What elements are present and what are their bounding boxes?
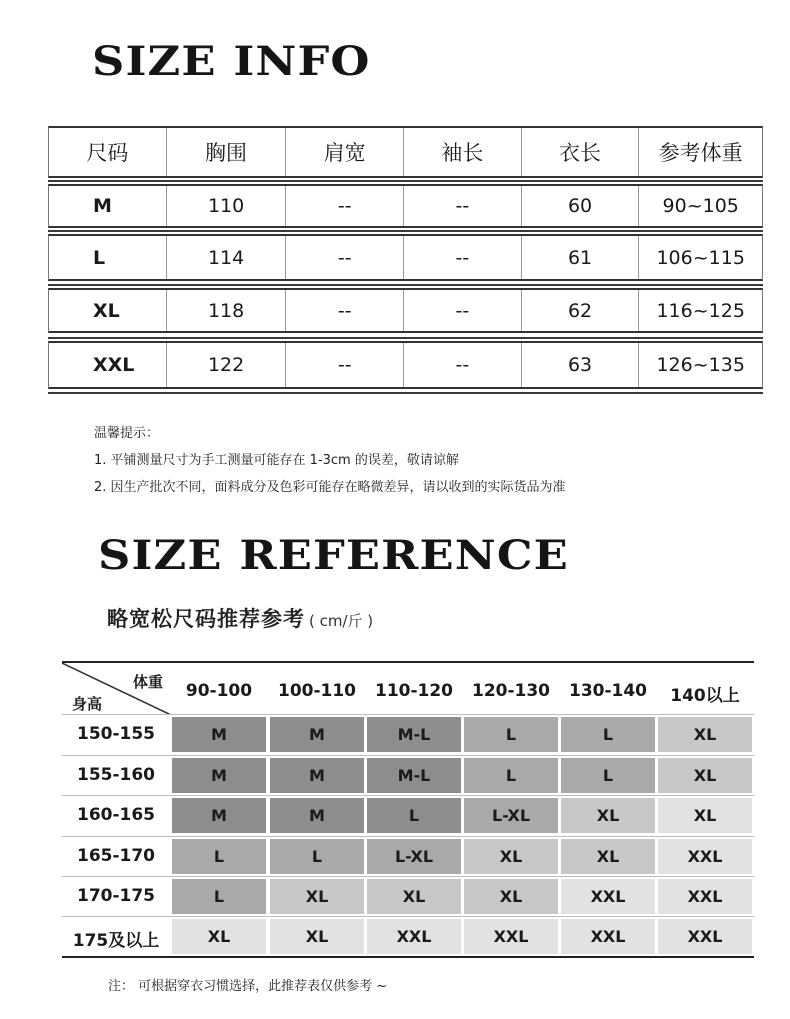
- size-recommendation-cell: XL: [561, 839, 655, 874]
- corner-header: [62, 663, 171, 715]
- size-recommendation-cell: XL: [464, 879, 558, 914]
- header-cell: 胸围: [167, 128, 287, 176]
- data-cell: 90~105: [662, 195, 739, 217]
- row-separator-line: [48, 180, 763, 182]
- data-cell: 122: [167, 343, 287, 387]
- size-recommendation-cell: L-XL: [367, 839, 461, 874]
- data-cell: --: [286, 343, 404, 387]
- size-recommendation-cell: M: [172, 798, 266, 833]
- row-separator-line: [48, 337, 763, 339]
- data-cell: 118: [167, 290, 287, 331]
- data-cell: L: [49, 236, 167, 279]
- height-row-header: 155-160: [76, 765, 156, 785]
- corner-weight-label: 体重: [132, 673, 163, 691]
- header-cell: 衣长: [522, 128, 640, 176]
- header-cell: 肩宽: [286, 128, 404, 176]
- reference-subtitle: [107, 603, 373, 633]
- size-recommendation-cell: XL: [172, 919, 266, 954]
- weight-column-header: 130-140: [568, 681, 648, 701]
- grid-row-line: [62, 836, 754, 837]
- size-recommendation-cell: XXL: [561, 879, 655, 914]
- size-info-row: [48, 184, 763, 228]
- size-info-row: [48, 234, 763, 281]
- size-recommendation-cell: M: [270, 798, 364, 833]
- data-cell: --: [404, 236, 522, 279]
- size-recommendation-cell: M: [270, 717, 364, 752]
- size-recommendation-cell: XL: [658, 758, 752, 793]
- grid-row-line: [62, 755, 754, 756]
- size-recommendation-cell: L: [561, 758, 655, 793]
- data-cell: 60: [522, 186, 640, 226]
- size-recommendation-cell: XL: [658, 717, 752, 752]
- data-cell: --: [404, 343, 522, 387]
- weight-column-header: 120-130: [471, 681, 551, 701]
- weight-column-header: 100-110: [277, 681, 357, 701]
- size-recommendation-cell: M: [270, 758, 364, 793]
- data-cell: --: [286, 236, 404, 279]
- size-recommendation-cell: L: [270, 839, 364, 874]
- height-row-header: 160-165: [76, 805, 156, 825]
- size-recommendation-cell: XXL: [561, 919, 655, 954]
- size-recommendation-cell: L: [561, 717, 655, 752]
- row-separator-line: [48, 284, 763, 286]
- size-recommendation-cell: M: [172, 758, 266, 793]
- header-cell: 参考体重: [658, 141, 743, 165]
- size-info-header-row: [48, 126, 763, 178]
- note-item-2: 2. 因生产批次不同，面料成分及色彩可能存在略微差异，请以收到的实际货品为准: [94, 480, 566, 495]
- size-reference-title: SIZE REFERENCE: [98, 532, 569, 579]
- size-reference-table: [62, 661, 754, 958]
- data-cell: 116~125: [656, 299, 745, 322]
- row-separator-line: [48, 392, 763, 394]
- size-recommendation-cell: XXL: [658, 839, 752, 874]
- size-recommendation-cell: L: [464, 717, 558, 752]
- size-recommendation-cell: L: [464, 758, 558, 793]
- size-recommendation-cell: L: [367, 798, 461, 833]
- grid-row-line: [62, 876, 754, 877]
- size-recommendation-cell: L: [172, 839, 266, 874]
- data-cell: M: [49, 186, 167, 226]
- data-cell: 63: [522, 343, 640, 387]
- size-recommendation-cell: L: [172, 879, 266, 914]
- height-row-header: 170-175: [76, 886, 156, 906]
- data-cell: --: [404, 290, 522, 331]
- size-recommendation-cell: XXL: [464, 919, 558, 954]
- size-info-row: [48, 288, 763, 333]
- size-recommendation-cell: M-L: [367, 758, 461, 793]
- notes-heading: 温馨提示：: [94, 426, 160, 441]
- height-row-header: 165-170: [76, 846, 156, 866]
- reference-subtitle-text: 略宽松尺码推荐参考: [107, 607, 305, 631]
- size-recommendation-cell: XL: [367, 879, 461, 914]
- size-recommendation-cell: XL: [464, 839, 558, 874]
- data-cell: 114: [167, 236, 287, 279]
- grid-row-line: [62, 795, 754, 796]
- data-cell: 61: [522, 236, 640, 279]
- row-separator-line: [48, 230, 763, 232]
- data-cell: --: [286, 290, 404, 331]
- data-cell: 110: [167, 186, 287, 226]
- weight-column-header: 110-120: [374, 681, 454, 701]
- data-cell: --: [286, 186, 404, 226]
- footnote: 注： 可根据穿衣习惯选择，此推荐表仅供参考 ~: [108, 979, 388, 994]
- weight-column-header: 140以上: [670, 686, 740, 706]
- data-cell: 106~115: [656, 246, 745, 269]
- grid-row-line: [62, 916, 754, 917]
- header-cell: 袖长: [404, 128, 522, 176]
- size-recommendation-cell: XXL: [658, 879, 752, 914]
- reference-unit: ( cm/斤 ): [309, 612, 374, 630]
- data-cell: XXL: [49, 343, 167, 387]
- note-item-1: 1. 平铺测量尺寸为手工测量可能存在 1-3cm 的误差，敬请谅解: [94, 453, 459, 468]
- size-recommendation-cell: XL: [270, 919, 364, 954]
- size-recommendation-cell: L-XL: [464, 798, 558, 833]
- table-bottom-border: [62, 956, 754, 958]
- size-recommendation-cell: XL: [270, 879, 364, 914]
- size-recommendation-cell: XL: [658, 798, 752, 833]
- notes: [94, 420, 566, 501]
- size-recommendation-cell: XL: [561, 798, 655, 833]
- size-recommendation-cell: XXL: [367, 919, 461, 954]
- data-cell: XL: [49, 290, 167, 331]
- size-recommendation-cell: M-L: [367, 717, 461, 752]
- corner-height-label: 身高: [72, 695, 103, 713]
- weight-column-header: 90-100: [185, 681, 253, 701]
- height-row-header: 150-155: [76, 724, 156, 744]
- height-row-header: 175及以上: [72, 931, 160, 951]
- size-info-row: [48, 341, 763, 389]
- grid-row-line: [62, 714, 754, 715]
- size-info-title: SIZE INFO: [92, 38, 371, 85]
- data-cell: 126~135: [656, 354, 745, 376]
- size-recommendation-cell: M: [172, 717, 266, 752]
- data-cell: --: [404, 186, 522, 226]
- size-recommendation-cell: XXL: [658, 919, 752, 954]
- header-cell: 尺码: [49, 128, 167, 176]
- data-cell: 62: [522, 290, 640, 331]
